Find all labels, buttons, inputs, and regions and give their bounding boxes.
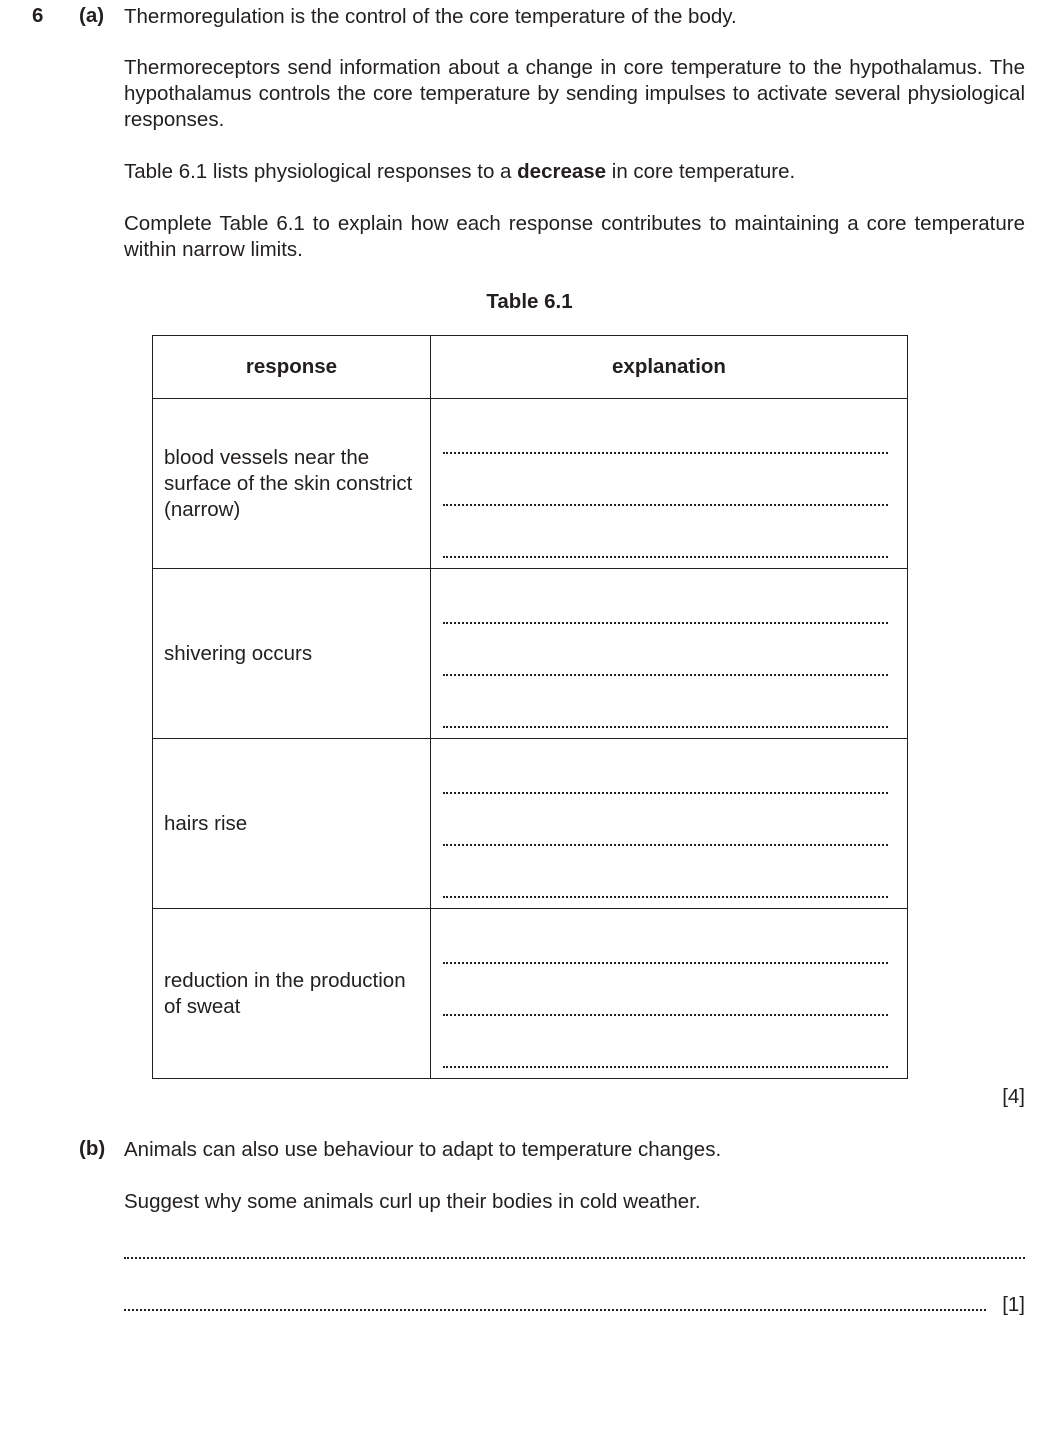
response-text: blood vessels near the surface of the skin constrict (narrow) [164,445,413,521]
part-a-instruction: Complete Table 6.1 to explain how each response contributes to maintaining a core temperature within narrow limits. [124,212,1025,261]
header-explanation: explanation [431,336,908,399]
table-row [153,739,908,909]
part-a-intro: Thermoregulation is the control of the core temperature of the body. [124,5,737,28]
answer-dotted-line[interactable] [443,962,888,964]
answer-dotted-line[interactable] [443,792,888,794]
answer-dotted-line[interactable] [443,726,888,728]
paragraph-3-text-after: in core temperature. [606,160,796,183]
table-row [153,569,908,739]
table-caption: Table 6.1 [486,290,573,313]
paragraph-3-emphasis: decrease [517,160,607,183]
part-b-prompt: Suggest why some animals curl up their bodies in cold weather. [124,1190,701,1213]
answer-dotted-line[interactable] [443,622,888,624]
explanation-cell[interactable] [431,739,908,909]
answer-dotted-line[interactable] [443,896,888,898]
answer-dotted-line[interactable] [443,674,888,676]
response-cell [153,399,431,569]
answer-dotted-line[interactable] [124,1309,986,1311]
explanation-cell[interactable] [431,569,908,739]
explanation-cell[interactable] [431,399,908,569]
part-a-paragraph-3 [124,159,1025,185]
table-header-row [153,336,908,399]
question-number: 6 [32,4,44,27]
paragraph-3-text-before: Table 6.1 lists physiological responses to a [124,160,518,183]
explanation-cell[interactable] [431,909,908,1079]
part-b-intro: Animals can also use behaviour to adapt to temperature changes. [124,1138,722,1161]
answer-dotted-line[interactable] [443,504,888,506]
answer-dotted-line[interactable] [443,1066,888,1068]
answer-dotted-line[interactable] [443,844,888,846]
response-text: reduction in the production of sweat [164,968,406,1018]
answer-dotted-line[interactable] [443,556,888,558]
part-a-marks: [4] [1002,1085,1025,1108]
responses-table [152,335,908,1079]
response-cell [153,569,431,739]
part-a-label: (a) [79,4,105,27]
part-a-paragraph-2: Thermoreceptors send information about a change in core temperature to the hypothalamus. The hypothalamus controls the core temperature by sending impulses to activate several physiological responses. [124,56,1025,131]
part-b-marks: [1] [1002,1293,1025,1316]
answer-dotted-line[interactable] [124,1257,1025,1259]
header-response: response [153,336,431,399]
response-cell [153,909,431,1079]
response-cell [153,739,431,909]
table-row [153,909,908,1079]
answer-dotted-line[interactable] [443,452,888,454]
answer-dotted-line[interactable] [443,1014,888,1016]
table-row [153,399,908,569]
response-text: hairs rise [164,811,248,835]
part-b-label: (b) [79,1137,106,1160]
response-text: shivering occurs [164,641,313,665]
